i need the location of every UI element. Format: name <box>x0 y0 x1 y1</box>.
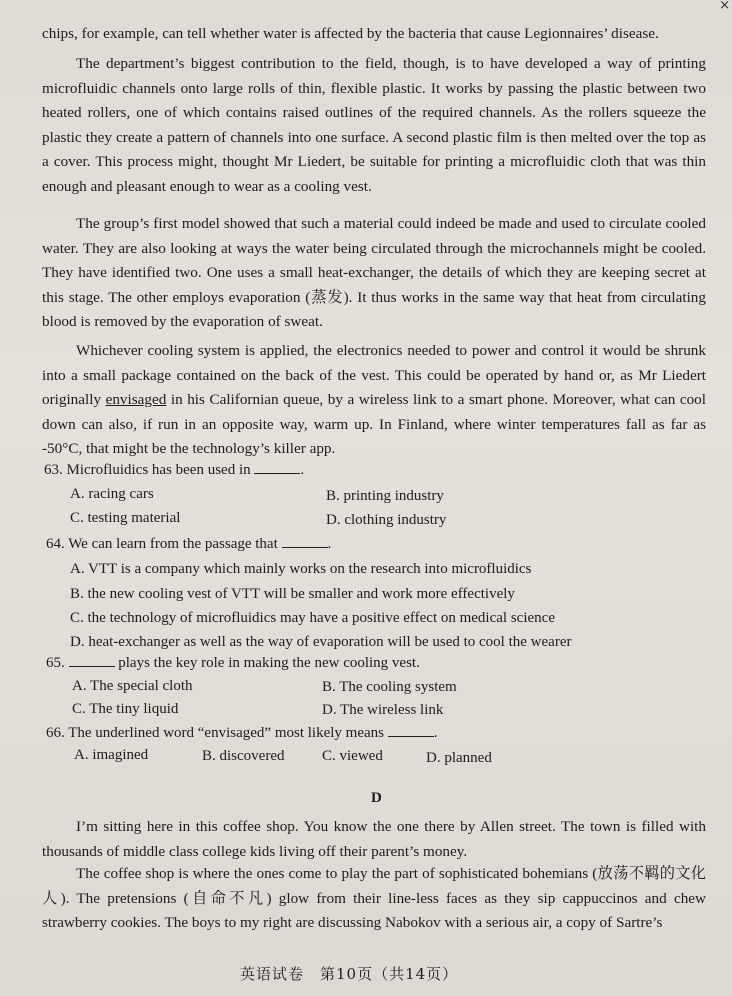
question-end: . <box>327 536 332 552</box>
close-icon[interactable]: × <box>719 0 730 13</box>
answer-blank <box>69 652 115 667</box>
answer-blank <box>254 459 300 474</box>
option-63-a[interactable]: A. racing cars <box>70 486 154 502</box>
passage-c-paragraph-1: The department’s biggest contribution to the field, though, is to have developed a way of printing microfluidic channels onto large rolls of thin, flexible plastic. It works by passing the plastic between two heated rollers, one of which contains raised outlines of the required channels. As the rollers squeeze the plastic they create a pattern of channels into one surface. A second plastic film is then melted over the top as a cover. This process might, thought Mr Liedert, be suitable for printing a microfluidic cloth that was thin enough and pleasant enough to wear as a cooling vest. <box>42 55 706 195</box>
underlined-word: envisaged <box>105 391 167 409</box>
passage-d-paragraph-2: The coffee shop is where the ones come to play the part of sophisticated bohemians (放荡不羁的文化人). The pretensions (自命不凡) glow from their line-less faces as they sip cappuccinos and chew strawberry cookies. The boys to my right are discussing Nabokov with a serious air, a copy of Sartre’s <box>42 865 706 932</box>
option-65-c[interactable]: C. The tiny liquid <box>72 701 179 717</box>
option-66-d[interactable]: D. planned <box>426 750 492 766</box>
question-stem: 63. Microfluidics has been used in <box>44 462 251 478</box>
question-end: plays the key role in making the new cooling vest. <box>114 655 420 671</box>
question-stem: 64. We can learn from the passage that <box>46 536 278 552</box>
answer-blank <box>388 722 434 737</box>
question-64 <box>46 533 331 554</box>
question-end: . <box>433 725 438 741</box>
question-65 <box>46 652 420 673</box>
passage-d-paragraph-1: I’m sitting here in this coffee shop. You know the one there by Allen street. The town is filled with thousands of middle class college kids living off their parent’s money. <box>42 818 706 860</box>
option-65-d[interactable]: D. The wireless link <box>322 702 444 718</box>
option-64-a[interactable]: A. VTT is a company which mainly works on the research into microfluidics <box>70 561 532 577</box>
option-66-c[interactable]: C. viewed <box>322 748 383 764</box>
option-63-d[interactable]: D. clothing industry <box>326 512 447 528</box>
passage-c-paragraph-3 <box>42 339 706 462</box>
question-end: . <box>300 462 305 478</box>
answer-blank <box>282 533 328 548</box>
option-63-b[interactable]: B. printing industry <box>326 488 444 504</box>
paragraph-text: in his Californian queue, by a wireless link to a smart phone. Moreover, what can cool down can also, if run in an opposite way, warm up. In Finland, where winter temperatures fall as far as -50°C, that might be the technology’s killer app. <box>42 391 706 458</box>
option-65-b[interactable]: B. The cooling system <box>322 679 457 695</box>
passage-c-paragraph-2: The group’s first model showed that such a material could indeed be made and used to circulate cooled water. They are also looking at ways the water being circulated through the microchannels might be cooled. They have identified two. One uses a small heat-exchanger, the details of which they are keeping secret at this stage. The other employs evaporation (蒸发). It thus works in the same way that heat from circulating blood is removed by the evaporation of sweat. <box>42 215 706 331</box>
option-63-c[interactable]: C. testing material <box>70 510 181 526</box>
question-66 <box>46 722 437 743</box>
paragraph-text: Whichever cooling system is applied, the electronics needed to power and control it would be shrunk into a small package contained on the back of the vest. This could be operated by hand or, as Mr Liedert originally <box>42 342 706 409</box>
option-64-c[interactable]: C. the technology of microfluidics may have a positive effect on medical science <box>70 610 555 626</box>
question-stem: 66. The underlined word “envisaged” most likely means <box>46 725 384 741</box>
question-63 <box>44 459 304 480</box>
passage-c-paragraph-0: chips, for example, can tell whether water is affected by the bacteria that cause Legionnaires’ disease. <box>42 25 659 42</box>
page-footer: 英语试卷 第10页（共14页） <box>240 965 459 983</box>
option-66-a[interactable]: A. imagined <box>74 747 149 763</box>
option-65-a[interactable]: A. The special cloth <box>72 678 193 694</box>
option-64-b[interactable]: B. the new cooling vest of VTT will be smaller and work more effectively <box>70 586 515 602</box>
section-d-heading: D <box>371 790 382 806</box>
question-stem: 65. <box>46 655 65 671</box>
option-64-d[interactable]: D. heat-exchanger as well as the way of evaporation will be used to cool the wearer <box>70 634 572 650</box>
option-66-b[interactable]: B. discovered <box>202 748 285 764</box>
